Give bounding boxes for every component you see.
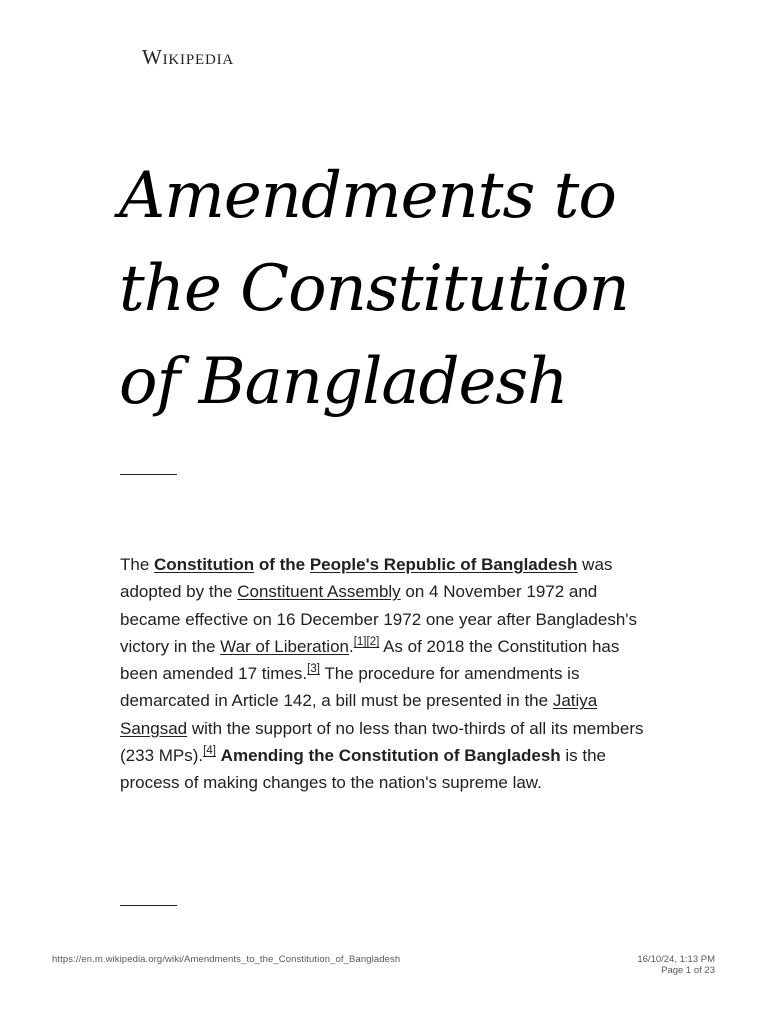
text-run: was adopted by the xyxy=(120,555,613,602)
page-title: Amendments to the Constitution of Bangladesh xyxy=(119,159,629,419)
text-run: The procedure for amendments is demarcated in Article 142, a bill must be presented in the xyxy=(120,664,580,711)
lead-paragraph xyxy=(120,551,650,797)
section-divider xyxy=(120,905,177,906)
reference-3[interactable]: [3] xyxy=(307,663,320,676)
link-jatiya-sangsad[interactable]: Jatiya Sangsad xyxy=(120,691,598,738)
link-constitution[interactable]: Constitution xyxy=(154,555,255,574)
bold-phrase: Amending the Constitution of Bangladesh xyxy=(220,746,561,766)
text-run: with the support of no less than two-thirds of all its members (233 MPs). xyxy=(120,718,644,766)
reference-4[interactable]: [4] xyxy=(203,745,216,758)
link-peoples-republic-of-bangladesh[interactable]: People's Republic of Bangladesh xyxy=(309,555,578,574)
footer-url: https://en.m.wikipedia.org/wiki/Amendments_to_the_Constitution_of_Bangladesh xyxy=(52,954,401,965)
text-run: As of 2018 the Constitution has been amended 17 times. xyxy=(120,636,620,684)
text-run-bold: of the xyxy=(254,555,310,574)
link-war-of-liberation[interactable]: War of Liberation xyxy=(220,636,349,656)
page-number: Page 1 of 23 xyxy=(661,965,715,976)
text-run: . xyxy=(348,636,354,656)
reference-1[interactable]: [1] xyxy=(353,635,367,648)
text-run: The xyxy=(120,555,155,574)
reference-2[interactable]: [2] xyxy=(366,635,380,648)
title-divider xyxy=(120,474,177,475)
text-run: is the process of making changes to the nation's supreme law. xyxy=(120,746,607,793)
print-datetime: 16/10/24, 1:13 PM xyxy=(637,954,715,965)
wikipedia-logo[interactable]: Wikipedia xyxy=(142,45,235,69)
footer-meta xyxy=(637,954,715,976)
link-constituent-assembly[interactable]: Constituent Assembly xyxy=(237,582,401,602)
text-run: on 4 November 1972 and became effective on 16 December 1972 one year after Bangladesh's victory in the xyxy=(120,582,638,656)
